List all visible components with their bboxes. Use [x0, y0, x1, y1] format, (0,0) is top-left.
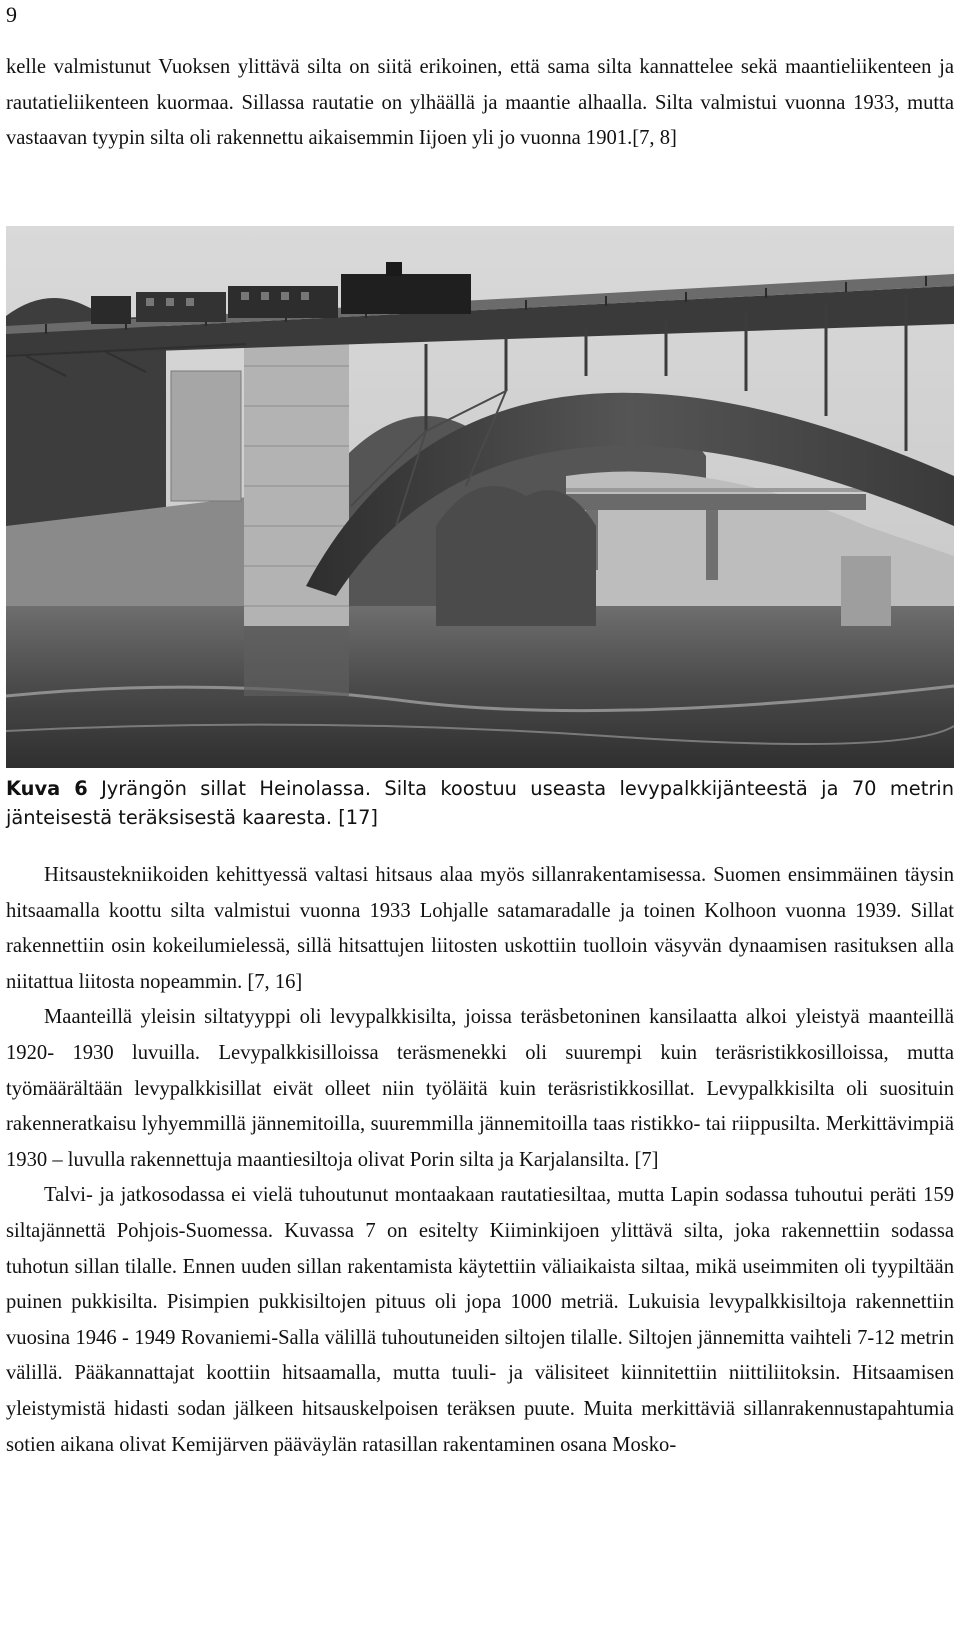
figure-caption-text: Jyrängön sillat Heinolassa. Silta koostuu useasta levypalkkijänteestä ja 70 metrin jänteisestä teräksisestä kaaresta. [17] — [6, 777, 954, 829]
bridge-photo-illustration — [6, 226, 954, 768]
intro-paragraph-block — [6, 50, 954, 157]
figure-caption — [6, 774, 954, 832]
body-paragraph-1: Hitsaustekniikoiden kehittyessä valtasi hitsaus alaa myös sillanrakentamisessa. Suomen ensimmäinen täysin hitsaamalla koottu silta valmistui vuonna 1933 Lohjalle satamaradalle ja toinen Kolhoon vuonna 1939. Sillat rakennettiin osin kokeilumielessä, sillä hitsattujen liitosten uskottiin tuolloin väsyvän dynaamisen rasituksen alla niitattua liitosta nopeammin. [7, 16] — [6, 864, 954, 993]
bridge-photo — [6, 226, 954, 768]
body-text-block — [6, 858, 954, 1463]
figure-label: Kuva 6 — [6, 777, 88, 800]
intro-paragraph: kelle valmistunut Vuoksen ylittävä silta on siitä erikoinen, että sama silta kannattelee sekä maantieliikenteen ja rautatieliikenteen kuormaa. Sillassa rautatie on ylhäällä ja maantie alhaalla. Silta valmistui vuonna 1933, mutta vastaavan tyypin silta oli rakennettu aikaisemmin Iijoen yli jo vuonna 1901.[7, 8] — [6, 56, 954, 150]
body-paragraph-3: Talvi- ja jatkosodassa ei vielä tuhoutunut montaakaan rautatiesiltaa, mutta Lapin sodassa tuhoutui peräti 159 siltajännettä Pohjois-Suomessa. Kuvassa 7 on esitelty Kiiminkijoen ylittävä silta, joka rakennettiin sodassa tuhotun sillan tilalle. Ennen uuden sillan rakentamista käytettiin väliaikaista siltaa, mikä useimmiten oli tyypiltään puinen pukkisilta. Pisimpien pukkisiltojen pituus oli jopa 1000 metriä. Lukuisia levypalkkisiltoja rakennettiin vuosina 1946 - 1949 Rovaniemi-Salla välillä tuhoutuneiden siltojen tilalle. Siltojen jännemitta vaihteli 7-12 metrin välillä. Pääkannattajat koottiin hitsaamalla, mutta tuuli- ja välisiteet kiinnitettiin niittiliitoksin. Hitsaamisen yleistymistä hidasti sodan jälkeen hitsauskelpoisen teräksen puute. Muita merkittäviä sillanrakennustapahtumia sotien aikana olivat Kemijärven pääväylän ratasillan rakentaminen osana Mosko- — [6, 1184, 954, 1456]
page-number: 9 — [6, 2, 17, 27]
body-paragraph-2: Maanteillä yleisin siltatyyppi oli levypalkkisilta, joissa teräsbetoninen kansilaatta alkoi yleistyä maanteillä 1920- 1930 luvuilla. Levypalkkisilloissa teräsmenekki oli suurempi kuin teräsristikkosilloissa, mutta työmäärältään levypalkkisillat eivät olleet niin työläitä kuin teräsristikkosillat. Levypalkkisilta oli suosituin rakenneratkaisu lyhyemmillä jännemitoilla, suuremmilla jännemitoilla taas ristikko- tai riippusilta. Merkittävimpiä 1930 – luvulla rakennettuja maantiesiltoja olivat Porin silta ja Karjalansilta. [7] — [6, 1006, 954, 1171]
